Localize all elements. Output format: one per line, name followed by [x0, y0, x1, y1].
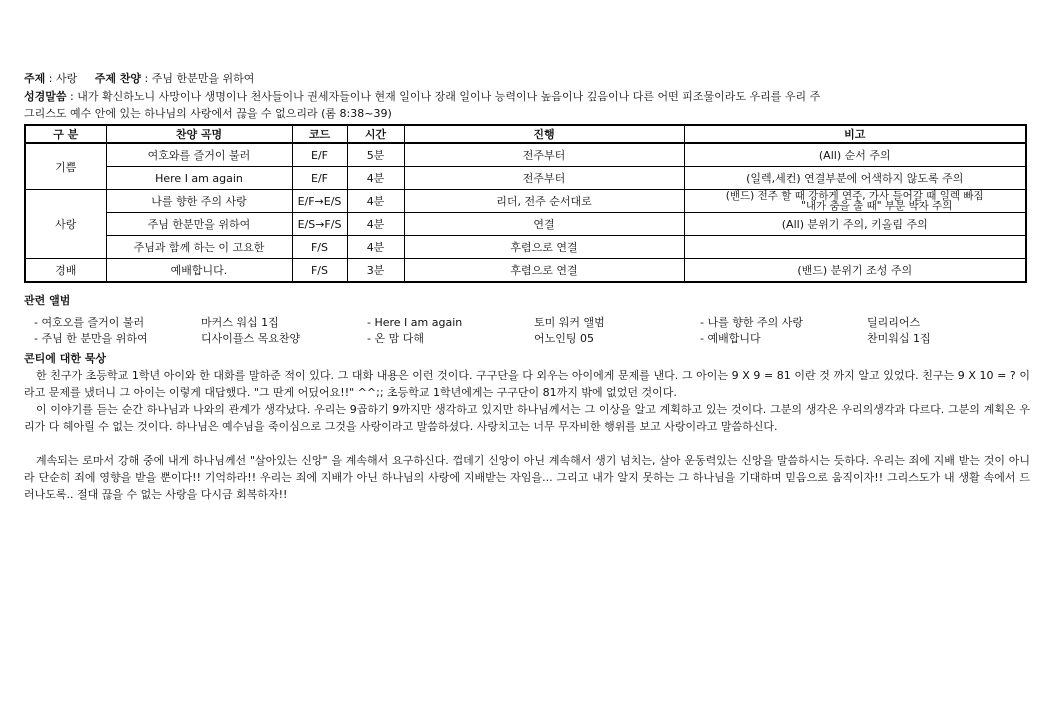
meditation-paragraph-1: 한 친구가 초등학교 1학년 아이와 한 대화를 말하준 적이 있다. 그 대화 내용은 이런 것이다. 구구단을 다 외우는 아이에게 문제를 낸다. 그 아이는 9 X 9 = 81 이란 것 까지 알고 있었다. 친구는 9 X 10 = ? 이라고 문제를 냈더니 그 아이는 이렇게 대답했다. "그 딴게 어딨어요!!" ^^;; 초등학교 1학년에게는 구구단이 81까지 밖에 없었던 것이다.	[24, 369, 1030, 399]
time-cell: 5분	[347, 143, 404, 167]
header-song: 찬양 곡명	[106, 125, 292, 143]
album-song: - 주님 한 분만을 위하여	[34, 332, 148, 345]
table-row	[25, 143, 1026, 167]
album-name: 토미 워커 앨범	[534, 316, 605, 329]
header-note: 비고	[684, 125, 1026, 143]
meditation-title: 콘티에 대한 묵상	[24, 352, 107, 365]
album-name: 마커스 워십 1집	[201, 316, 279, 329]
note-line-2: "내가 춤을 출 때" 부분 박자 주의	[801, 200, 953, 212]
code-cell: E/F	[292, 143, 347, 167]
table-row	[25, 167, 1026, 190]
note-cell: (일렉,세컨) 연결부분에 어색하지 않도록 주의	[684, 167, 1026, 190]
meditation-body	[24, 367, 1030, 503]
setlist-table	[24, 124, 1027, 283]
table-header-row	[25, 125, 1026, 143]
time-cell: 4분	[347, 190, 404, 213]
category-cell: 사랑	[25, 190, 106, 259]
note-cell	[684, 236, 1026, 259]
theme-value: : 사랑	[45, 72, 78, 85]
header-code: 코드	[292, 125, 347, 143]
song-cell: 주님 한분만을 위하여	[106, 213, 292, 236]
scripture	[24, 88, 1030, 122]
note-cell: (All) 분위기 주의, 키올림 주의	[684, 213, 1026, 236]
header-time: 시간	[347, 125, 404, 143]
theme-song-label: 주제 찬양	[94, 72, 142, 85]
album-song: - 여호오를 즐거이 불러	[34, 316, 145, 329]
worship-plan-document	[24, 70, 1030, 503]
time-cell: 4분	[347, 167, 404, 190]
progress-cell: 연결	[404, 213, 684, 236]
album-name: 찬미워십 1집	[867, 332, 931, 345]
album-song: - 온 맘 다해	[367, 332, 424, 345]
progress-cell: 리더, 전주 순서대로	[404, 190, 684, 213]
time-cell: 3분	[347, 259, 404, 283]
header-progress: 진행	[404, 125, 684, 143]
note-cell	[684, 190, 1026, 213]
progress-cell: 후렴으로 연결	[404, 236, 684, 259]
note-line-1: (밴드) 전주 할 때 강하게 연주, 가사 들어갈 때 일렉 빠짐	[725, 190, 984, 202]
progress-cell: 전주부터	[404, 167, 684, 190]
table-row	[25, 236, 1026, 259]
song-cell: 여호와를 즐거이 불러	[106, 143, 292, 167]
code-cell: E/F→E/S	[292, 190, 347, 213]
table-row	[25, 259, 1026, 283]
code-cell: E/S→F/S	[292, 213, 347, 236]
album-song: - Here I am again	[367, 316, 463, 329]
albums-title: 관련 앨범	[24, 294, 71, 307]
scripture-text: : 내가 확신하노니 사망이나 생명이나 천사들이나 권세자들이나 현재 일이나 장래 일이나 능력이나 높음이나 깊음이나 다른 어떤 피조물이라도 우리를 우리 주	[66, 90, 821, 103]
album-name: 디사이플스 목요찬양	[201, 332, 301, 345]
table-row	[25, 190, 1026, 213]
meditation-paragraph-2: 이 이야기를 듣는 순간 하나님과 나와의 관계가 생각났다. 우리는 9곱하기 9까지만 생각하고 있지만 하나님께서는 그 이상을 알고 계획하고 있는 것이다. 그분의 생각은 우리의생각과 다르다. 그분의 계획은 우리가 다 헤아릴 수 없는 것이다. 하나님은 예수님을 죽이심으로 그것을 사랑이라고 말씀하셨다. 사랑치고는 너무 무자비한 행위를 보고 사랑이라고 말씀하신다.	[24, 403, 1030, 433]
time-cell: 4분	[347, 236, 404, 259]
code-cell: F/S	[292, 236, 347, 259]
song-cell: 예배합니다.	[106, 259, 292, 283]
category-cell: 경배	[25, 259, 106, 283]
progress-cell: 전주부터	[404, 143, 684, 167]
song-cell: Here I am again	[106, 167, 292, 190]
scripture-text-2: 그리스도 예수 안에 있는 하나님의 사랑에서 끊을 수 없으리라 (롬 8:38~39)	[24, 107, 392, 120]
progress-cell: 후렴으로 연결	[404, 259, 684, 283]
note-cell: (밴드) 분위기 조성 주의	[684, 259, 1026, 283]
albums-list	[24, 315, 1030, 349]
song-cell: 주님과 함께 하는 이 고요한	[106, 236, 292, 259]
theme-song-value: : 주님 한분만을 위하여	[141, 72, 255, 85]
table-row	[25, 213, 1026, 236]
theme-label: 주제	[24, 72, 46, 85]
album-song: - 나를 향한 주의 사랑	[700, 316, 803, 329]
album-song: - 예배합니다	[700, 332, 761, 345]
header-category: 구 분	[25, 125, 106, 143]
scripture-label: 성경말씀	[24, 90, 67, 103]
song-cell: 나를 향한 주의 사랑	[106, 190, 292, 213]
code-cell: F/S	[292, 259, 347, 283]
paragraph-spacer	[24, 435, 1030, 452]
code-cell: E/F	[292, 167, 347, 190]
meditation-paragraph-3: 계속되는 로마서 강해 중에 내게 하나님께선 "살아있는 신앙" 을 계속해서 요구하신다. 껍데기 신앙이 아닌 계속해서 생기 넘치는, 살아 운동력있는 신앙을 말씀하시는 듯하다. 우리는 죄에 지배 받는 것이 아니라 단순히 죄에 영향을 받을 뿐이다!! 기억하라!! 우리는 죄에 지배가 아닌 하나님의 사랑에 지배받는 자임을... 그리고 내가 알지 못하는 그 하나님을 기대하며 믿음으로 움직이자!! 그리스도가 내 생활 속에서 드러나도록.. 절대 끊을 수 없는 사랑을 다시금 회복하자!!	[24, 454, 1030, 501]
time-cell: 4분	[347, 213, 404, 236]
note-cell: (All) 순서 주의	[684, 143, 1026, 167]
theme-line	[24, 70, 1030, 88]
album-name: 어노인팅 05	[534, 332, 594, 345]
category-cell: 기쁨	[25, 143, 106, 190]
album-name: 딜리리어스	[867, 316, 921, 329]
